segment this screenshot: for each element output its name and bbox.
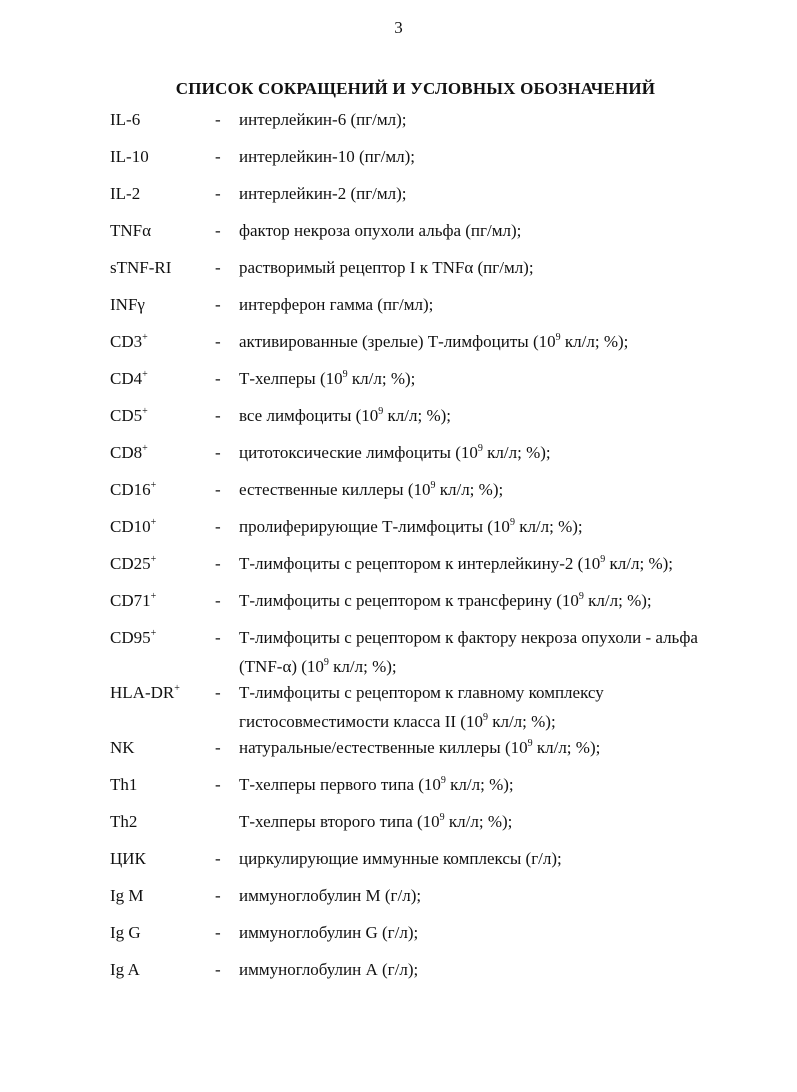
abbreviation-term: IL-2 [110, 184, 141, 203]
abbreviation-description: интерферон гамма (пг/мл); [239, 295, 434, 314]
dash-separator: - [215, 258, 221, 277]
page-title: СПИСОК СОКРАЩЕНИЙ И УСЛОВНЫХ ОБОЗНАЧЕНИЙ [175, 79, 656, 98]
abbreviation-term: CD8+ [110, 443, 148, 462]
dash-separator: - [215, 147, 221, 166]
abbreviation-term: CD71+ [110, 591, 157, 610]
abbreviation-description: цитотоксические лимфоциты ($10^9$ кл/л; %); [239, 443, 551, 462]
dash-separator: - [215, 406, 221, 425]
abbreviation-description: Т-хелперы ($10^9$ кл/л; %); [239, 369, 416, 388]
dash-separator: - [215, 480, 221, 499]
dash-separator: - [215, 683, 221, 702]
abbreviation-term: Th1 [110, 775, 138, 794]
dash-separator: - [215, 295, 221, 314]
abbreviation-description: фактор некроза опухоли альфа (пг/мл); [239, 221, 522, 240]
superscript-plus: + [150, 480, 157, 491]
abbreviation-term: Th2 [110, 812, 138, 831]
abbreviation-description: интерлейкин-10 (пг/мл); [239, 147, 416, 166]
dash-separator: - [215, 849, 221, 868]
abbreviation-term: CD4+ [110, 369, 148, 388]
abbreviation-term: IL-10 [110, 147, 149, 166]
superscript-plus: + [174, 683, 180, 694]
dash-separator: - [215, 923, 221, 942]
dash-separator: - [215, 517, 221, 536]
abbreviation-term: NK [110, 738, 135, 757]
superscript-plus: + [142, 332, 148, 343]
dash-separator: - [215, 738, 221, 757]
abbreviation-description: активированные (зрелые) Т-лимфоциты ($10^9$ кл/л; %); [239, 332, 629, 351]
abbreviation-description: Т-хелперы второго типа ($10^9$ кл/л; %); [239, 812, 513, 831]
abbreviation-term: sTNF-RI [110, 258, 172, 277]
abbreviation-description: пролиферирующие Т-лимфоциты ($10^9$ кл/л; %); [239, 517, 583, 536]
abbreviation-description: натуральные/естественные киллеры ($10^9$ кл/л; %); [239, 738, 601, 757]
superscript-plus: + [150, 517, 157, 528]
abbreviation-term: Ig A [110, 960, 140, 979]
abbreviation-description: циркулирующие иммунные комплексы (г/л); [239, 849, 562, 868]
abbreviation-term: CD5+ [110, 406, 148, 425]
abbreviation-description: Т-лимфоциты с рецептором к интерлейкину-2 ($10^9$ кл/л; %); [239, 554, 673, 573]
superscript-plus: + [150, 591, 157, 602]
dash-separator: - [215, 960, 221, 979]
dash-separator: - [215, 886, 221, 905]
dash-separator: - [215, 628, 221, 647]
abbreviation-description: естественные киллеры ($10^9$ кл/л; %); [239, 480, 504, 499]
abbreviation-term: CD3+ [110, 332, 148, 351]
dash-separator: - [215, 554, 221, 573]
abbreviation-description: интерлейкин-2 (пг/мл); [239, 184, 407, 203]
abbreviation-term: IL-6 [110, 110, 141, 129]
abbreviation-term: Ig M [110, 886, 144, 905]
abbreviation-description: Т-лимфоциты с рецептором к трансферину ($10^9$ кл/л; %); [239, 591, 652, 610]
abbreviation-term: ЦИК [110, 849, 146, 868]
abbreviation-term: Ig G [110, 923, 141, 942]
superscript-plus: + [150, 554, 157, 565]
abbreviation-term: HLA-DR+ [110, 683, 180, 702]
abbreviation-description: иммуноглобулин G (г/л); [239, 923, 419, 942]
dash-separator: - [215, 591, 221, 610]
page-number: 3 [394, 18, 403, 37]
superscript-plus: + [142, 369, 148, 380]
superscript-plus: + [150, 628, 157, 639]
abbreviation-description: иммуноглобулин М (г/л); [239, 886, 422, 905]
dash-separator: - [215, 332, 221, 351]
abbreviation-description: интерлейкин-6 (пг/мл); [239, 110, 407, 129]
abbreviation-description: все лимфоциты ($10^9$ кл/л; %); [239, 406, 452, 425]
abbreviation-term: TNFα [110, 221, 152, 240]
superscript-plus: + [142, 443, 148, 454]
abbreviation-term: CD16+ [110, 480, 157, 499]
abbreviation-description: растворимый рецептор I к TNFα (пг/мл); [239, 258, 534, 277]
dash-separator: - [215, 221, 221, 240]
abbreviation-term: INFγ [110, 295, 145, 314]
superscript-plus: + [142, 406, 148, 417]
abbreviation-description: Т-лимфоциты с рецептором к фактору некроза опухоли - альфа (TNF-α) ($10^9$ кл/л; %); [239, 628, 698, 676]
dash-separator: - [215, 443, 221, 462]
abbreviation-description: иммуноглобулин А (г/л); [239, 960, 419, 979]
abbreviation-term: CD95+ [110, 628, 157, 647]
dash-separator: - [215, 775, 221, 794]
dash-separator: - [215, 110, 221, 129]
dash-separator: - [215, 369, 221, 388]
abbreviation-description: Т-лимфоциты с рецептором к главному комплексу гистосовместимости класса II ($10^9$ кл/л; %); [239, 683, 604, 731]
abbreviation-term: CD25+ [110, 554, 157, 573]
dash-separator: - [215, 184, 221, 203]
abbreviation-term: CD10+ [110, 517, 157, 536]
abbreviation-description: Т-хелперы первого типа ($10^9$ кл/л; %); [239, 775, 514, 794]
